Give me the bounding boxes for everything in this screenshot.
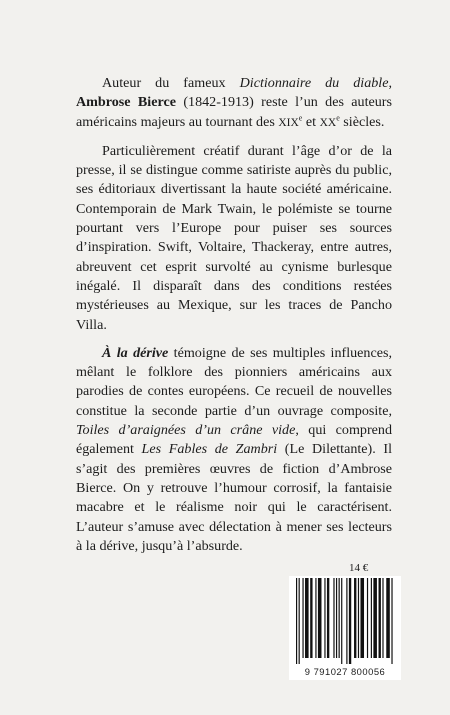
blurb-paragraph (76, 344, 392, 556)
text-segment: et (302, 113, 320, 130)
barcode-bar (296, 578, 297, 664)
barcode-bar (358, 578, 359, 658)
barcode-bar (302, 578, 303, 658)
barcode-bar (386, 578, 390, 658)
barcode-bar (379, 578, 381, 658)
barcode-bar (299, 578, 300, 664)
barcode-bar (367, 578, 368, 658)
text-segment: Ambrose Bierce (76, 94, 176, 111)
text-segment: e (298, 112, 303, 122)
barcode-bar (373, 578, 377, 658)
blurb-paragraph (76, 74, 392, 133)
barcode-bar (339, 578, 340, 658)
barcode-bar (327, 578, 329, 658)
barcode-digits: 9 791027 800056 (304, 666, 386, 677)
text-segment: (Le Dilettante). Il s’agit des premières œuvres de fiction d’Ambrose Bierce. On y retrouve l’humour corrosif, la fantaisie macabre et le réalisme noir qui le caractérisent. L’auteur s’amuse avec délectation à mener ses lecteurs à la dérive, jusqu’à l’absurde. (76, 441, 392, 554)
barcode-bar (310, 578, 312, 658)
barcode-bar (349, 578, 351, 664)
text-segment: Dictionnaire du diable (239, 75, 389, 91)
text-segment: Particulièrement créatif durant l’âge d’or de la presse, il se distingue comme satiriste auprès du public, ses éditoriaux divertissant la haute société américaine. Contemporain de Mark Twain, le polémiste se tourne pourtant vers l’Europe pour puiser ses sources d’inspiration. Swift, Voltaire, Thackeray, entre autres, abreuvent cet esprit survolté au cynisme burlesque inégalé. Il disparaît dans des conditions restées mystérieuses au Mexique, sur les traces de Pancho Villa. (76, 142, 392, 333)
barcode-icon (295, 578, 395, 664)
barcode-bar (305, 578, 309, 658)
barcode-bar (346, 578, 347, 664)
text-segment: (1842-1913) reste l’un des auteurs américains majeurs au tournant des (76, 94, 392, 130)
text-segment: Toiles d’araignées d’un crâne vide (76, 422, 296, 439)
text-segment: Les Fables de Zambri (141, 441, 278, 458)
text-segment: Auteur du fameux (102, 75, 240, 91)
barcode-bar (354, 578, 356, 658)
blurb-paragraph (76, 142, 392, 335)
text-segment: XIX (278, 116, 299, 129)
barcode-bar (318, 578, 322, 658)
text-segment: , qui comprend également (76, 422, 393, 458)
barcode-bar (315, 578, 316, 658)
barcode-bar (391, 578, 392, 664)
price-label: 14 € (349, 562, 369, 574)
barcode-bar (360, 578, 364, 658)
blurb-text (76, 74, 392, 556)
barcode-bar (324, 578, 325, 658)
barcode-block (289, 576, 401, 680)
barcode-bar (382, 578, 383, 658)
text-segment: témoigne de ses multiples influences, mêlant le folklore des pionniers américains aux parodies de contes européens. Ce recueil de nouvelles constitue la seconde partie d’un ouvrage composite, (76, 344, 392, 419)
barcode-bar (333, 578, 334, 658)
barcode-bar (336, 578, 337, 658)
text-segment: siècles. (339, 113, 385, 130)
text-segment: e (336, 112, 340, 122)
text-segment: , (388, 75, 393, 91)
text-segment: À la dérive (102, 344, 169, 361)
text-segment: XX (319, 116, 337, 129)
barcode-bar (371, 578, 372, 658)
barcode-bar (341, 578, 342, 664)
